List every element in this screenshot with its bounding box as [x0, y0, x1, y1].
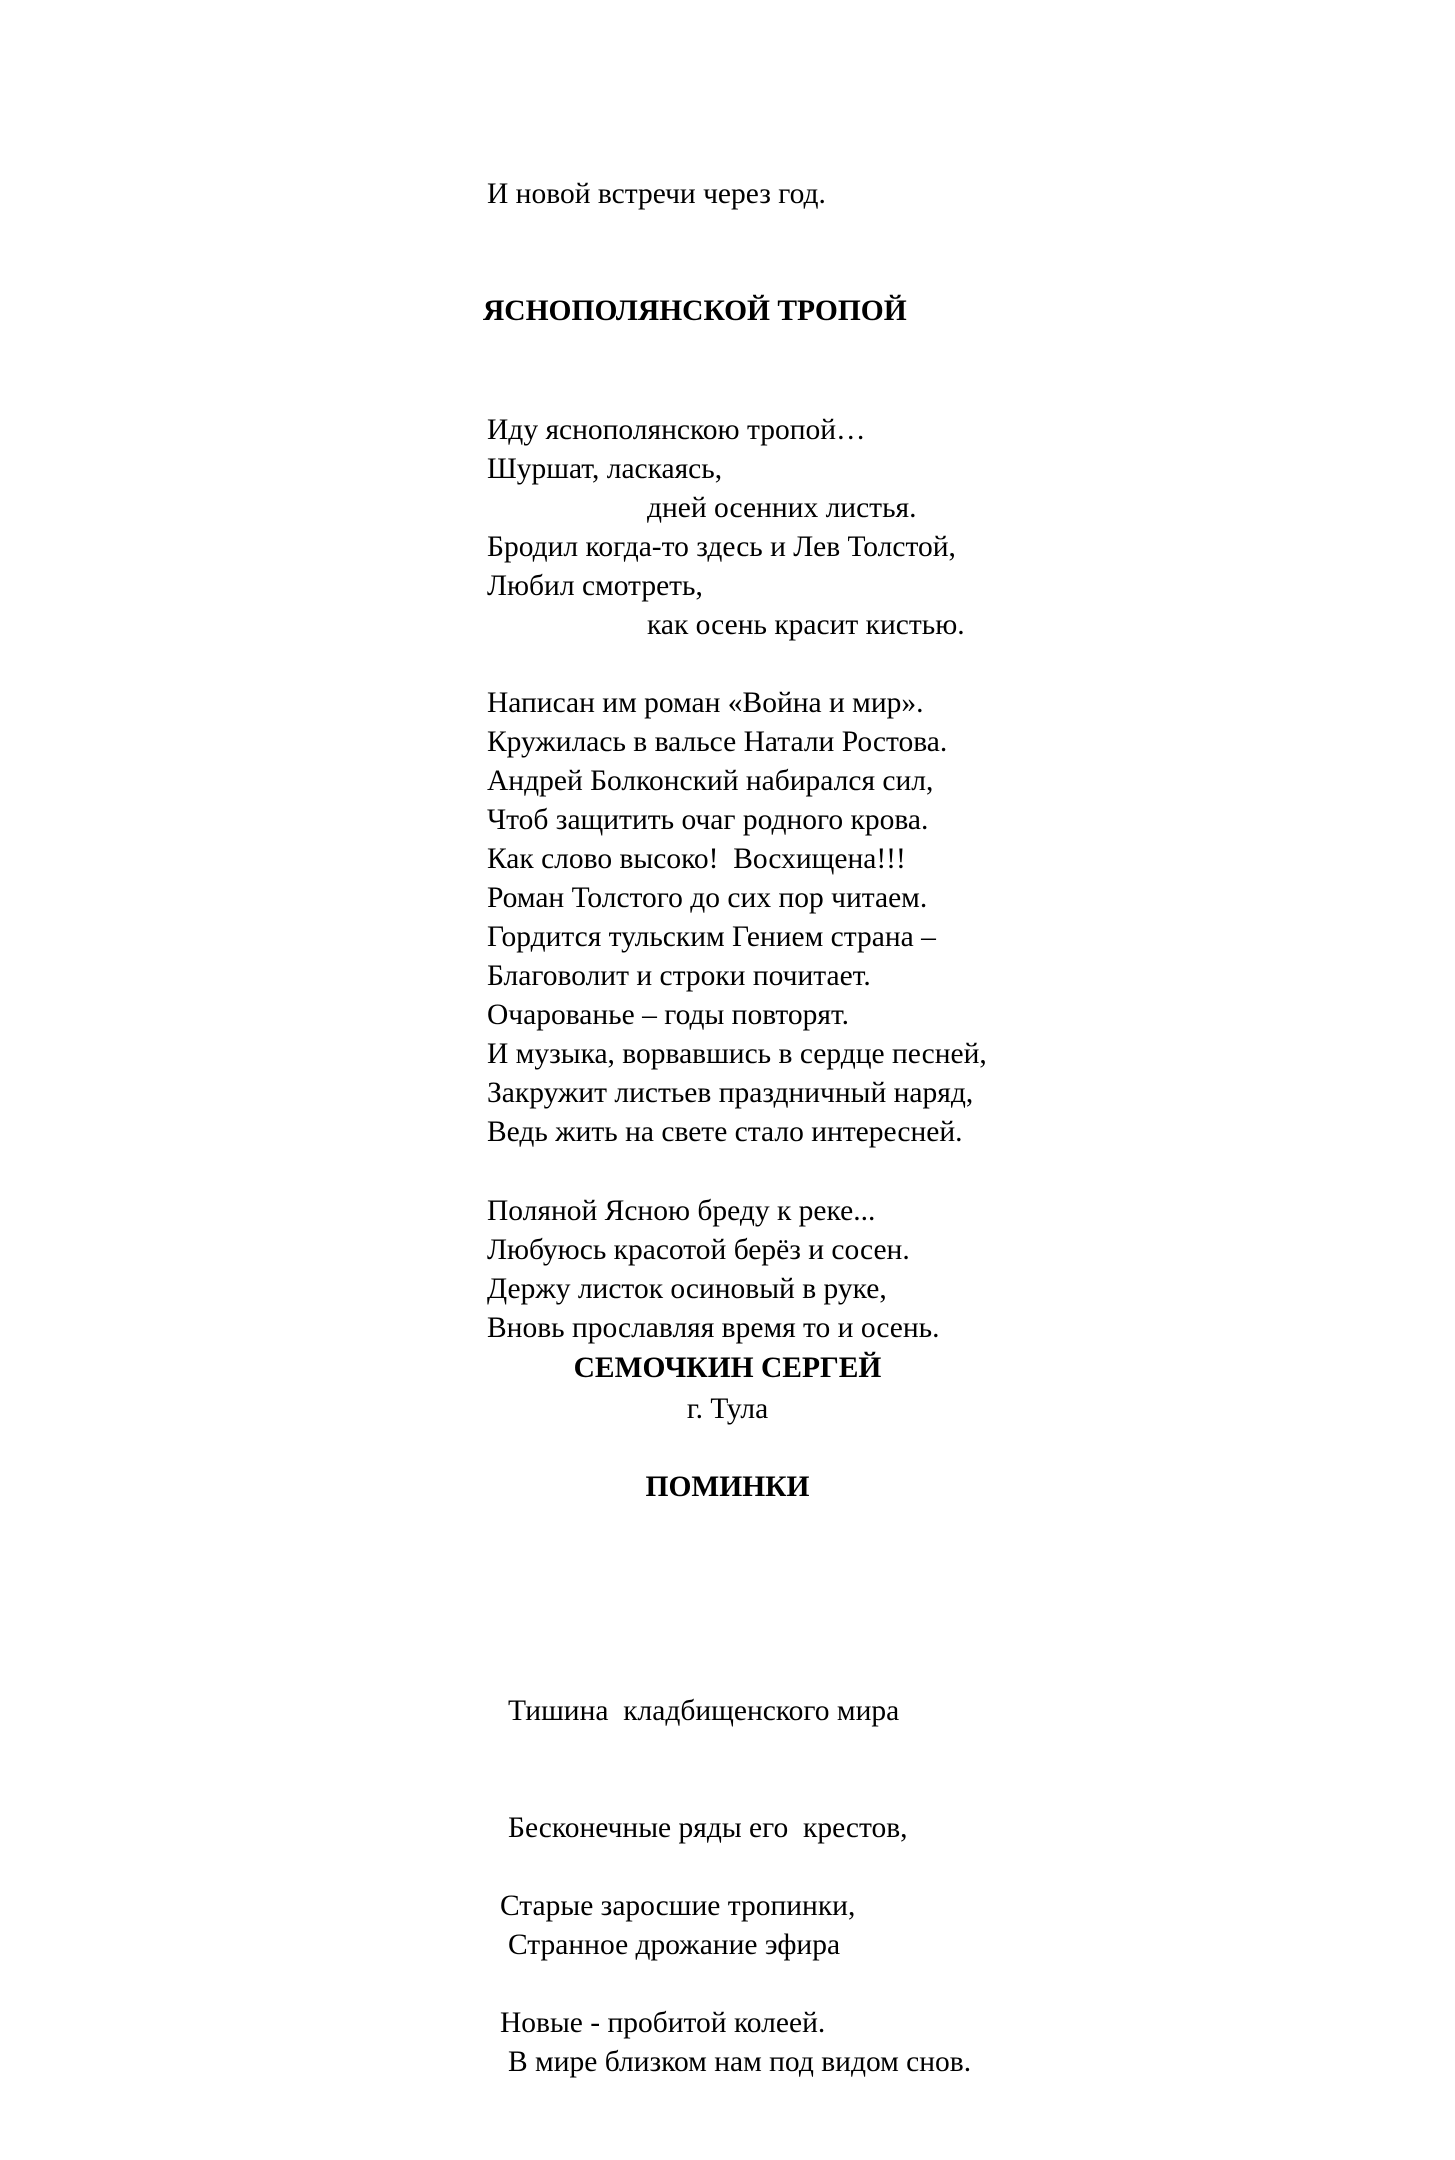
author-name: СЕМОЧКИН СЕРГЕЙ — [0, 1349, 1455, 1388]
poem-line: Новые - пробитой колеей. — [500, 2004, 855, 2043]
poem-line: Любил смотреть, — [487, 567, 987, 606]
poem-line: Держу листок осиновый в руке, — [487, 1270, 987, 1309]
poem-line: Ведь жить на свете стало интересней. — [487, 1113, 987, 1152]
stanza-break — [487, 645, 987, 684]
poem-line: Иду яснополянскою тропой… — [487, 411, 987, 450]
poem-line: Поляной Ясною бреду к реке... — [487, 1192, 987, 1231]
poem-line: Кружилась в вальсе Натали Ростова. — [487, 723, 987, 762]
poem-line: Андрей Болконский набирался сил, — [487, 762, 987, 801]
poem-line: как осень красит кистью. — [487, 606, 987, 645]
poem-line: Как слово высоко! Восхищена!!! — [487, 840, 987, 879]
poem-line: Странное дрожание эфира — [508, 1926, 971, 1965]
poem-line: Благоволит и строки почитает. — [487, 957, 987, 996]
poem-title-pominki: ПОМИНКИ — [0, 1468, 1455, 1507]
poem-line: Гордится тульским Гением страна – — [487, 918, 987, 957]
poem-line: И музыка, ворвавшись в сердце песней, — [487, 1035, 987, 1074]
poem-line: Написан им роман «Война и мир». — [487, 684, 987, 723]
poem-line: В мире близком нам под видом снов. — [508, 2043, 971, 2082]
previous-poem-last-line: И новой встречи через год. — [487, 175, 826, 214]
poem-line: Любуюсь красотой берёз и сосен. — [487, 1231, 987, 1270]
stanza-break — [487, 1152, 987, 1191]
poem-pominki-stanza-2 — [500, 1809, 855, 2121]
poem-body-yasnopolyanskoy-tropoy — [487, 333, 987, 1348]
poem-line: Роман Толстого до сих пор читаем. — [487, 879, 987, 918]
poem-line: Вновь прославляя время то и осень. — [487, 1309, 987, 1348]
poem-title-yasnopolyanskoy-tropoy: ЯСНОПОЛЯНСКОЙ ТРОПОЙ — [483, 292, 907, 331]
poem-line: Старые заросшие тропинки, — [500, 1887, 855, 1926]
poem-line: Чтоб защитить очаг родного крова. — [487, 801, 987, 840]
author-city: г. Тула — [0, 1390, 1455, 1429]
poem-line: Закружит листьев праздничный наряд, — [487, 1074, 987, 1113]
poem-line: Бесконечные ряды его крестов, — [508, 1809, 971, 1848]
poem-line: Очарованье – годы повторят. — [487, 996, 987, 1035]
poem-line: Бродил когда-то здесь и Лев Толстой, — [487, 528, 987, 567]
poem-line: дней осенних листья. — [487, 489, 987, 528]
poem-line: Тишина кладбищенского мира — [508, 1692, 971, 1731]
poem-line: Шуршат, ласкаясь, — [487, 450, 987, 489]
